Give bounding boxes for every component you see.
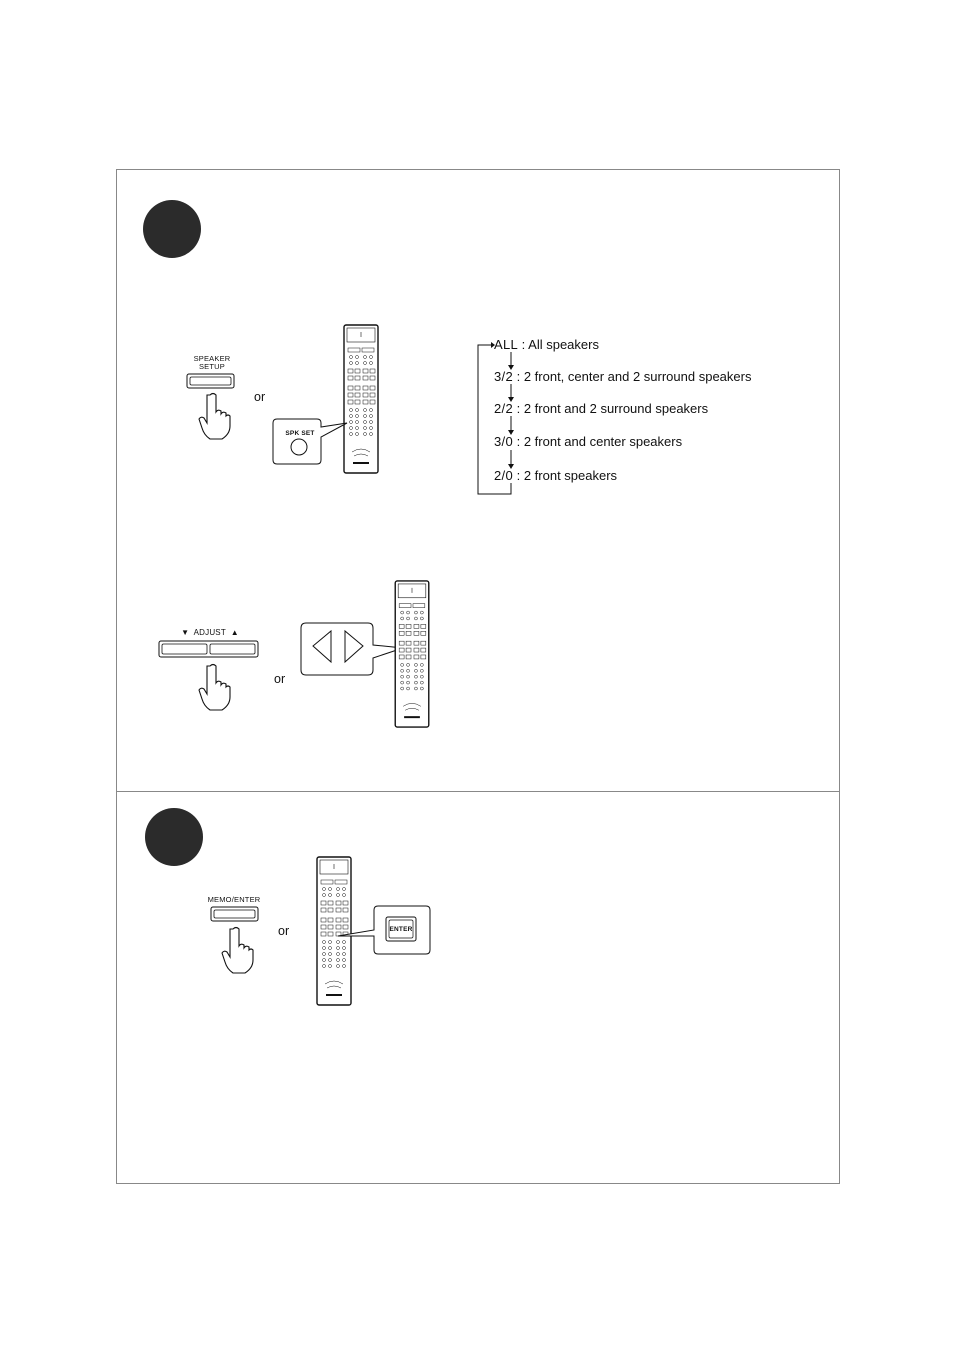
sequence-item-all: ALL : All speakers: [494, 337, 599, 352]
sequence-item-2-2: 2/2 : 2 front and 2 surround speakers: [494, 401, 709, 416]
sequence-item-3-0: 3/0 : 2 front and center speakers: [494, 434, 683, 449]
sequence-item-3-2: 3/2 : 2 front, center and 2 surround speakers: [494, 369, 752, 384]
spk-set-button-label: SPK SET: [285, 430, 315, 437]
pointing-hand-icon: [219, 926, 259, 974]
speaker-setup-label: SPEAKER SETUP: [193, 354, 231, 371]
enter-callout: [336, 904, 432, 956]
enter-button-label: ENTER: [389, 926, 413, 933]
triangle-up-icon: ▲: [230, 628, 239, 637]
or-text-3: or: [278, 924, 290, 938]
or-text-2: or: [274, 672, 286, 686]
triangle-down-icon: ▼: [181, 628, 190, 637]
sequence-item-2-0: 2/0 : 2 front speakers: [494, 468, 618, 483]
adjust-label: ▼ ADJUST ▲: [181, 628, 239, 637]
or-text-1: or: [254, 390, 266, 404]
memo-enter-label: MEMO/ENTER: [207, 895, 261, 904]
